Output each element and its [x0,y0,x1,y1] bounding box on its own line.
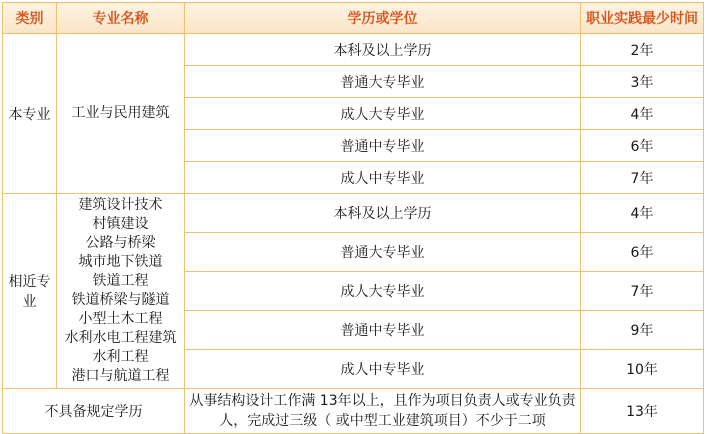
table-row [3,194,704,233]
requirement-cell: 从事结构设计工作满 13年以上，且作为项目负责人或专业负责人，完成过三级（ 或中型工业建筑项目）不少于二项 [185,389,581,434]
major-item: 建筑设计技术 [78,197,163,213]
header-row [3,3,704,34]
majors-cell-own-major [57,34,185,194]
major-item: 村镇建设 [92,216,149,232]
table-row [3,389,704,434]
education-cell: 成人中专毕业 [185,350,581,389]
major-item: 港口与航道工程 [71,368,170,384]
years-cell: 9年 [581,311,704,350]
major-item: 水利工程 [92,349,149,365]
years-cell: 4年 [581,98,704,130]
years-cell: 10年 [581,350,704,389]
education-cell: 普通大专毕业 [185,233,581,272]
education-cell: 成人中专毕业 [185,162,581,194]
education-cell: 本科及以上学历 [185,194,581,233]
header-major-name: 专业名称 [57,3,185,34]
years-cell: 6年 [581,130,704,162]
education-cell: 普通大专毕业 [185,66,581,98]
major-item: 铁道工程 [92,273,149,289]
education-cell: 普通中专毕业 [185,130,581,162]
education-cell: 普通中专毕业 [185,311,581,350]
header-min-practice-time: 职业实践最少时间 [581,3,704,34]
category-cell-own-major: 本专业 [3,34,57,194]
years-cell: 4年 [581,194,704,233]
major-item: 小型土木工程 [78,311,163,327]
years-cell: 6年 [581,233,704,272]
education-cell: 成人大专毕业 [185,272,581,311]
category-cell-no-required-education: 不具备规定学历 [3,389,185,434]
years-cell: 2年 [581,34,704,66]
header-category: 类别 [3,3,57,34]
major-item: 公路与桥梁 [85,235,156,251]
category-cell-similar-major: 相近专业 [3,194,57,389]
table-row [3,34,704,66]
majors-cell-similar-major [57,194,185,389]
years-cell: 13年 [581,389,704,434]
header-education: 学历或学位 [185,3,581,34]
years-cell: 7年 [581,162,704,194]
education-cell: 本科及以上学历 [185,34,581,66]
major-item: 铁道桥梁与隧道 [71,292,170,308]
education-cell: 成人大专毕业 [185,98,581,130]
major-item: 工业与民用建筑 [71,105,170,121]
major-item: 水利水电工程建筑 [64,330,177,346]
years-cell: 3年 [581,66,704,98]
years-cell: 7年 [581,272,704,311]
qualification-requirements-table [2,2,704,434]
major-item: 城市地下铁道 [78,254,163,270]
